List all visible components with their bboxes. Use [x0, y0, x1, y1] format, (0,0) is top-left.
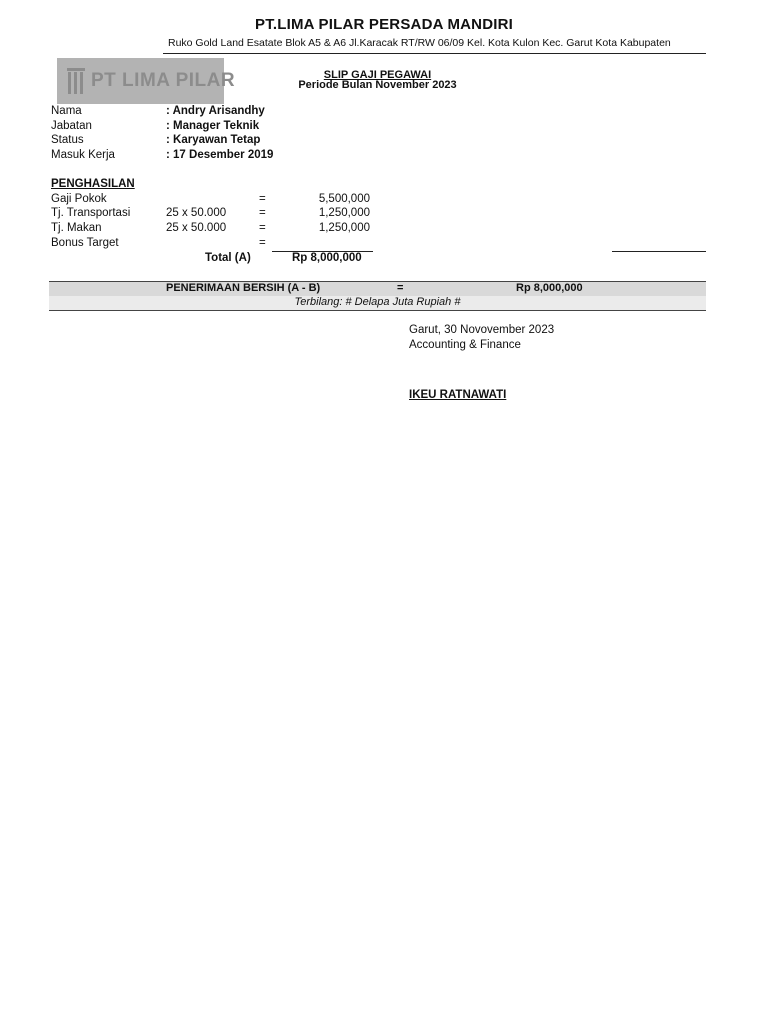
header-divider: [163, 53, 706, 54]
employee-status-value: : Karyawan Tetap: [166, 134, 261, 146]
earning-row-amount: 5,500,000: [318, 193, 370, 205]
total-label: Total (A): [205, 252, 251, 264]
earning-row-amount: 1,250,000: [318, 222, 370, 234]
signature-department: Accounting & Finance: [409, 339, 521, 351]
earning-row-equals: =: [259, 237, 266, 249]
logo-text: PT LIMA PILAR: [91, 70, 236, 91]
employee-start-label: Masuk Kerja: [51, 149, 115, 161]
signatory-name: IKEU RATNAWATI: [409, 389, 507, 401]
earning-row-calc: 25 x 50.000: [166, 207, 227, 219]
earnings-section-title: PENGHASILAN: [51, 178, 135, 190]
employee-position-label: Jabatan: [51, 120, 92, 132]
net-pay-value: Rp 8,000,000: [516, 282, 583, 294]
employee-name-label: Nama: [51, 105, 82, 117]
slip-period: Periode Bulan November 2023: [298, 79, 457, 91]
earning-row-equals: =: [259, 193, 266, 205]
signature-place-date: Garut, 30 Novovember 2023: [409, 324, 555, 336]
amount-in-words: Terbilang: # Delapa Juta Rupiah #: [294, 296, 461, 308]
earning-row-label: Bonus Target: [51, 237, 119, 249]
deduction-subtotal-rule: [612, 251, 706, 252]
earning-row-label: Tj. Makan: [51, 222, 102, 234]
net-pay-equals: =: [397, 282, 404, 294]
net-pay-label: PENERIMAAN BERSIH (A - B): [166, 282, 321, 294]
total-value: Rp 8,000,000: [292, 252, 362, 264]
company-address: Ruko Gold Land Esatate Blok A5 & A6 Jl.Karacak RT/RW 06/09 Kel. Kota Kulon Kec. Garut Kota Kabupaten: [168, 37, 671, 49]
earning-row-amount: 1,250,000: [318, 207, 370, 219]
earning-row-label: Gaji Pokok: [51, 193, 107, 205]
employee-position-value: : Manager Teknik: [166, 120, 260, 132]
earning-row-equals: =: [259, 222, 266, 234]
employee-name-value: : Andry Arisandhy: [166, 105, 265, 117]
company-name: PT.LIMA PILAR PERSADA MANDIRI: [254, 16, 514, 33]
earning-row-calc: 25 x 50.000: [166, 222, 227, 234]
employee-status-label: Status: [51, 134, 84, 146]
employee-start-value: : 17 Desember 2019: [166, 149, 274, 161]
slip-title: SLIP GAJI PEGAWAI: [323, 69, 432, 81]
earning-row-label: Tj. Transportasi: [51, 207, 131, 219]
earning-row-equals: =: [259, 207, 266, 219]
